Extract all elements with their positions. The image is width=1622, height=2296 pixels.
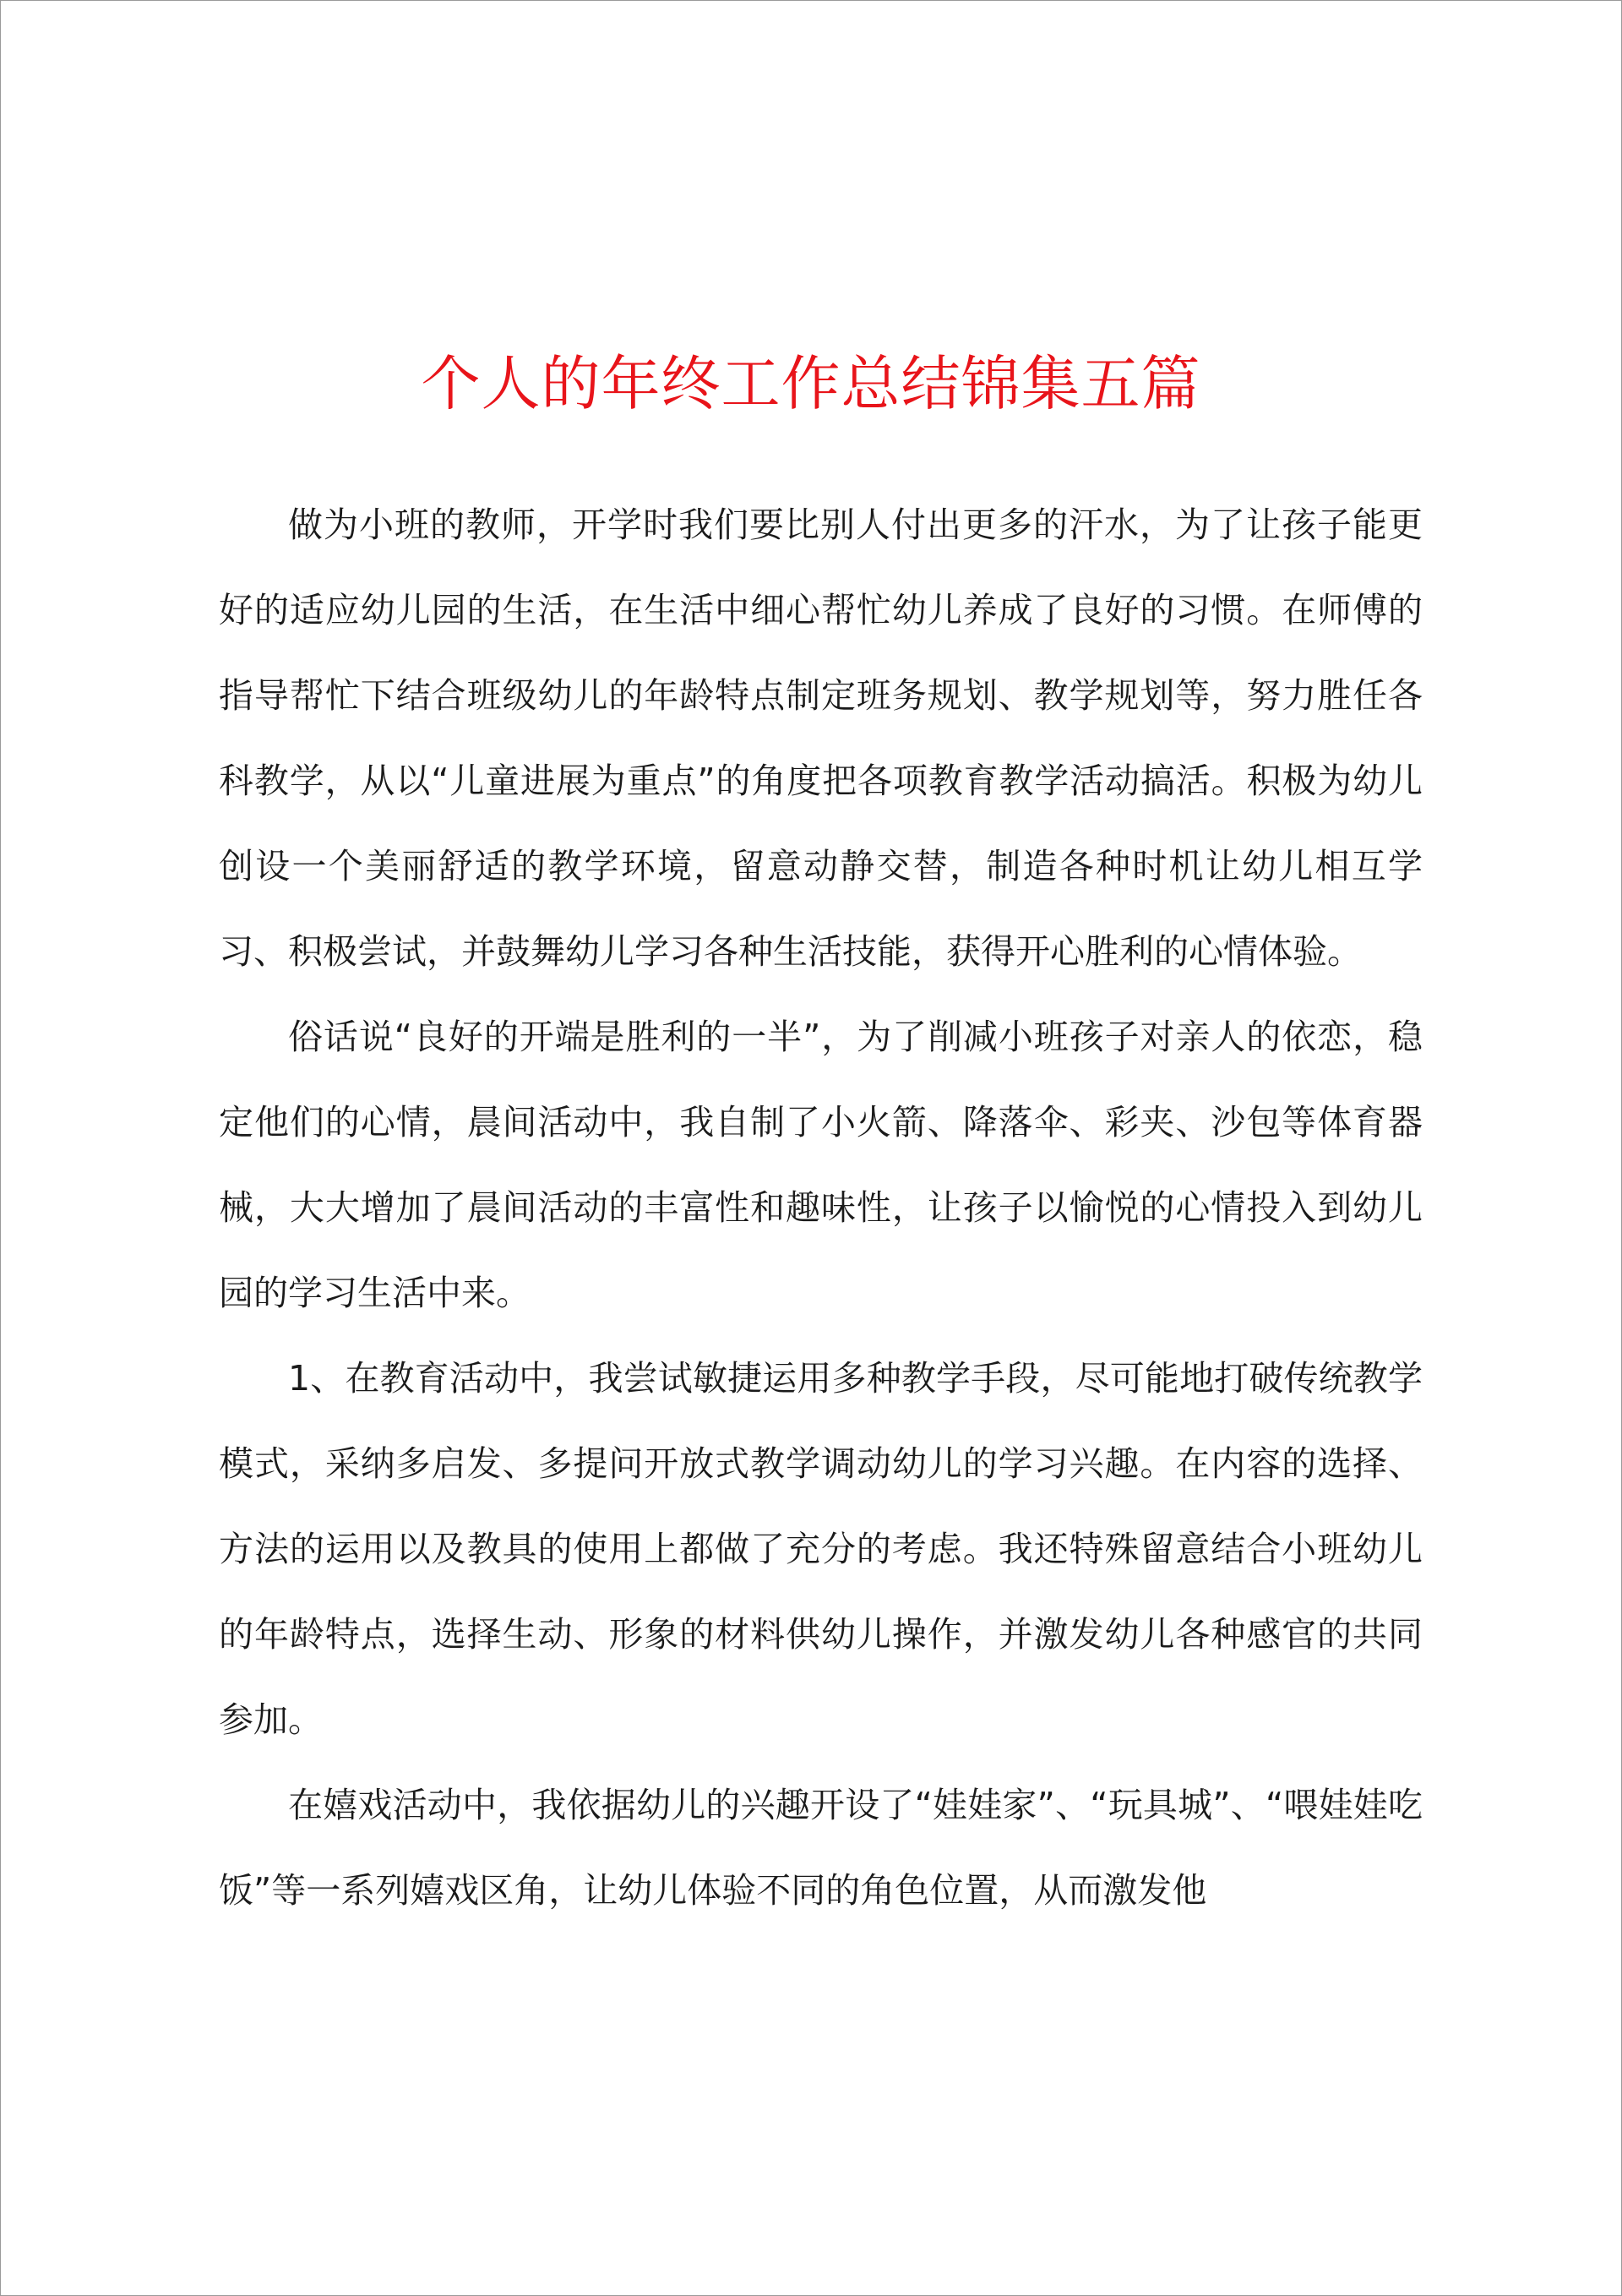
paragraph: 在嬉戏活动中，我依据幼儿的兴趣开设了“娃娃家”、“玩具城”、“喂娃娃吃饭”等一系列嬉戏区角，让幼儿体验不同的角色位置，从而激发他 [219,1785,1423,1911]
paragraph: 1、在教育活动中，我尝试敏捷运用多种教学手段，尽可能地打破传统教学模式，采纳多启发、多提问开放式教学调动幼儿的学习兴趣。在内容的选择、方法的运用以及教具的使用上都做了充分的考虑。我还特殊留意结合小班幼儿的年龄特点，选择生动、形象的材料供幼儿操作，并激发幼儿各种感官的共同参加。 [219,1358,1423,1740]
paragraph: 做为小班的教师，开学时我们要比别人付出更多的汗水，为了让孩子能更好的适应幼儿园的生活，在生活中细心帮忙幼儿养成了良好的习惯。在师傅的指导帮忙下结合班级幼儿的年龄特点制定班务规划、教学规划等，努力胜任各科教学，从以“儿童进展为重点”的角度把各项教育教学活动搞活。积极为幼儿创设一个美丽舒适的教学环境，留意动静交替，制造各种时机让幼儿相互学习、积极尝试，并鼓舞幼儿学习各种生活技能，获得开心胜利的心情体验。 [219,504,1423,972]
paragraph: 俗话说“良好的开端是胜利的一半”，为了削减小班孩子对亲人的依恋，稳定他们的心情，晨间活动中，我自制了小火箭、降落伞、彩夹、沙包等体育器械，大大增加了晨间活动的丰富性和趣味性，让孩子以愉悦的心情投入到幼儿园的学习生活中来。 [219,1017,1423,1313]
document-title: 个人的年终工作总结锦集五篇 [421,349,1201,418]
document-body [219,483,1423,1933]
